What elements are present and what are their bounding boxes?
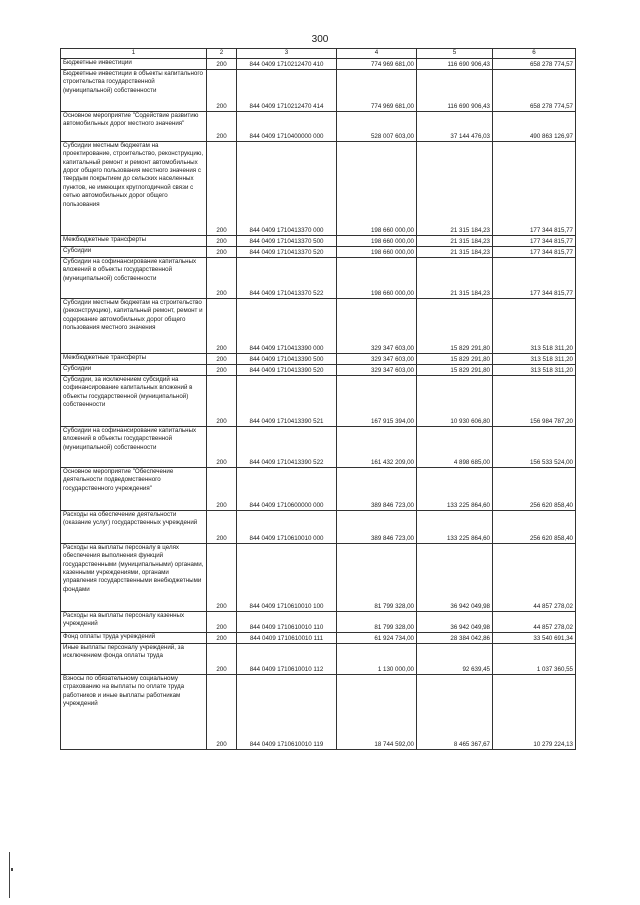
row-name-cell: Субсидии, за исключением субсидий на софинансирование капитальных вложений в объекты государственной (муниципальной) собственности (61, 376, 207, 427)
row-code-cell: 200 (207, 70, 237, 112)
table-row (61, 354, 576, 365)
row-code-cell: 200 (207, 468, 237, 511)
approved-amount-cell: 81 799 328,00 (337, 544, 417, 612)
row-code-cell: 200 (207, 354, 237, 365)
unexecuted-amount-cell: 256 620 858,40 (493, 511, 576, 544)
executed-amount-cell: 37 144 476,03 (417, 112, 493, 142)
approved-amount-cell: 329 347 603,00 (337, 354, 417, 365)
table-row (61, 236, 576, 247)
executed-amount-cell: 21 315 184,23 (417, 258, 493, 299)
row-kbk-cell: 844 0409 1710413370 520 (237, 247, 337, 258)
row-name-cell: Фонд оплаты труда учреждений (61, 633, 207, 644)
table-row (61, 511, 576, 544)
row-kbk-cell: 844 0409 1710212470 414 (237, 70, 337, 112)
row-name-cell: Иные выплаты персоналу учреждений, за исключением фонда оплаты труда (61, 644, 207, 675)
executed-amount-cell: 15 829 291,80 (417, 354, 493, 365)
budget-execution-table (60, 48, 576, 750)
table-row (61, 70, 576, 112)
row-kbk-cell: 844 0409 1710413390 520 (237, 365, 337, 376)
approved-amount-cell: 774 969 681,00 (337, 70, 417, 112)
table-row (61, 365, 576, 376)
column-header: 4 (337, 49, 417, 59)
margin-scan-mark (9, 852, 10, 898)
row-kbk-cell: 844 0409 1710610010 100 (237, 544, 337, 612)
row-name-cell: Межбюджетные трансферты (61, 354, 207, 365)
row-code-cell: 200 (207, 59, 237, 70)
row-name-cell: Субсидии (61, 247, 207, 258)
row-name-cell: Субсидии местным бюджетам на проектирование, строительство, реконструкцию, капитальный ремонт и ремонт автомобильных дорог общего пользования местного значения с твердым покрытием до сельских населенных пунктов, не имеющих круглогодичной связи с сетью автомобильных дорог общего пользования (61, 142, 207, 236)
approved-amount-cell: 198 660 000,00 (337, 236, 417, 247)
unexecuted-amount-cell: 177 344 815,77 (493, 236, 576, 247)
executed-amount-cell: 133 225 864,60 (417, 511, 493, 544)
margin-scan-tick (11, 868, 13, 871)
page-number: 300 (311, 34, 329, 45)
row-name-cell: Субсидии на софинансирование капитальных вложений в объекты государственной (муниципальной) собственности (61, 258, 207, 299)
table-row (61, 59, 576, 70)
row-kbk-cell: 844 0409 1710400000 000 (237, 112, 337, 142)
column-header: 5 (417, 49, 493, 59)
executed-amount-cell: 21 315 184,23 (417, 142, 493, 236)
executed-amount-cell: 133 225 864,60 (417, 468, 493, 511)
row-name-cell: Расходы на выплаты персоналу казенных учреждений (61, 612, 207, 633)
row-kbk-cell: 844 0409 1710600000 000 (237, 468, 337, 511)
table-row (61, 612, 576, 633)
row-kbk-cell: 844 0409 1710413390 000 (237, 299, 337, 354)
unexecuted-amount-cell: 658 278 774,57 (493, 59, 576, 70)
row-kbk-cell: 844 0409 1710212470 410 (237, 59, 337, 70)
row-kbk-cell: 844 0409 1710413390 500 (237, 354, 337, 365)
row-code-cell: 200 (207, 112, 237, 142)
row-kbk-cell: 844 0409 1710610010 112 (237, 644, 337, 675)
approved-amount-cell: 774 969 681,00 (337, 59, 417, 70)
table-row (61, 299, 576, 354)
executed-amount-cell: 21 315 184,23 (417, 247, 493, 258)
row-kbk-cell: 844 0409 1710610010 000 (237, 511, 337, 544)
table-row (61, 427, 576, 468)
approved-amount-cell: 81 799 328,00 (337, 612, 417, 633)
approved-amount-cell: 198 660 000,00 (337, 258, 417, 299)
row-name-cell: Основное мероприятие "Содействие развитию автомобильных дорог местного значения" (61, 112, 207, 142)
row-code-cell: 200 (207, 365, 237, 376)
executed-amount-cell: 116 690 906,43 (417, 70, 493, 112)
unexecuted-amount-cell: 313 518 311,20 (493, 299, 576, 354)
approved-amount-cell: 161 432 209,00 (337, 427, 417, 468)
table-row (61, 468, 576, 511)
approved-amount-cell: 167 915 394,00 (337, 376, 417, 427)
row-name-cell: Расходы на обеспечение деятельности (оказание услуг) государственных учреждений (61, 511, 207, 544)
column-header: 2 (207, 49, 237, 59)
row-name-cell: Расходы на выплаты персоналу в целях обеспечения выполнения функций государственными (муниципальными) органами, казенными учреждениями, органами управления государственными внебюджетными фондами (61, 544, 207, 612)
row-code-cell: 200 (207, 236, 237, 247)
unexecuted-amount-cell: 156 984 787,20 (493, 376, 576, 427)
executed-amount-cell: 15 829 291,80 (417, 299, 493, 354)
executed-amount-cell: 15 829 291,80 (417, 365, 493, 376)
approved-amount-cell: 329 347 603,00 (337, 299, 417, 354)
row-kbk-cell: 844 0409 1710610010 110 (237, 612, 337, 633)
unexecuted-amount-cell: 44 857 278,02 (493, 544, 576, 612)
approved-amount-cell: 389 846 723,00 (337, 511, 417, 544)
row-code-cell: 200 (207, 247, 237, 258)
executed-amount-cell: 10 930 606,80 (417, 376, 493, 427)
row-code-cell: 200 (207, 427, 237, 468)
row-kbk-cell: 844 0409 1710413390 522 (237, 427, 337, 468)
row-name-cell: Субсидии (61, 365, 207, 376)
unexecuted-amount-cell: 1 037 360,55 (493, 644, 576, 675)
approved-amount-cell: 198 660 000,00 (337, 247, 417, 258)
table-row (61, 633, 576, 644)
unexecuted-amount-cell: 177 344 815,77 (493, 258, 576, 299)
unexecuted-amount-cell: 10 279 224,13 (493, 675, 576, 750)
executed-amount-cell: 92 639,45 (417, 644, 493, 675)
executed-amount-cell: 36 942 049,98 (417, 544, 493, 612)
approved-amount-cell: 1 130 000,00 (337, 644, 417, 675)
row-name-cell: Бюджетные инвестиции в объекты капитального строительства государственной (муниципальной) собственности (61, 70, 207, 112)
unexecuted-amount-cell: 490 863 126,97 (493, 112, 576, 142)
row-kbk-cell: 844 0409 1710610010 111 (237, 633, 337, 644)
row-name-cell: Взносы по обязательному социальному страхованию на выплаты по оплате труда работников и иные выплаты работникам учреждений (61, 675, 207, 750)
table-row (61, 142, 576, 236)
executed-amount-cell: 28 384 042,86 (417, 633, 493, 644)
unexecuted-amount-cell: 313 518 311,20 (493, 354, 576, 365)
row-code-cell: 200 (207, 142, 237, 236)
row-code-cell: 200 (207, 612, 237, 633)
approved-amount-cell: 18 744 592,00 (337, 675, 417, 750)
row-code-cell: 200 (207, 644, 237, 675)
row-name-cell: Субсидии местным бюджетам на строительство (реконструкцию), капитальный ремонт, ремонт и содержание автомобильных дорог общего пользования местного значения (61, 299, 207, 354)
table-row (61, 112, 576, 142)
approved-amount-cell: 389 846 723,00 (337, 468, 417, 511)
row-kbk-cell: 844 0409 1710413370 522 (237, 258, 337, 299)
executed-amount-cell: 21 315 184,23 (417, 236, 493, 247)
row-code-cell: 200 (207, 544, 237, 612)
unexecuted-amount-cell: 44 857 278,02 (493, 612, 576, 633)
row-kbk-cell: 844 0409 1710413370 000 (237, 142, 337, 236)
executed-amount-cell: 116 690 906,43 (417, 59, 493, 70)
column-header: 3 (237, 49, 337, 59)
unexecuted-amount-cell: 33 540 691,34 (493, 633, 576, 644)
unexecuted-amount-cell: 156 533 524,00 (493, 427, 576, 468)
executed-amount-cell: 8 465 367,67 (417, 675, 493, 750)
column-number-header-row (61, 49, 576, 59)
row-kbk-cell: 844 0409 1710610010 119 (237, 675, 337, 750)
table-row (61, 675, 576, 750)
approved-amount-cell: 329 347 603,00 (337, 365, 417, 376)
table-row (61, 544, 576, 612)
row-kbk-cell: 844 0409 1710413370 500 (237, 236, 337, 247)
table-row (61, 247, 576, 258)
row-code-cell: 200 (207, 299, 237, 354)
approved-amount-cell: 61 924 734,00 (337, 633, 417, 644)
row-code-cell: 200 (207, 511, 237, 544)
column-header: 6 (493, 49, 576, 59)
table-row (61, 644, 576, 675)
approved-amount-cell: 198 660 000,00 (337, 142, 417, 236)
unexecuted-amount-cell: 313 518 311,20 (493, 365, 576, 376)
unexecuted-amount-cell: 177 344 815,77 (493, 247, 576, 258)
executed-amount-cell: 4 898 685,00 (417, 427, 493, 468)
approved-amount-cell: 528 007 603,00 (337, 112, 417, 142)
row-name-cell: Основное мероприятие "Обеспечение деятельности подведомственного государственного учреждения" (61, 468, 207, 511)
table-row (61, 376, 576, 427)
table-row (61, 258, 576, 299)
unexecuted-amount-cell: 658 278 774,57 (493, 70, 576, 112)
row-name-cell: Субсидии на софинансирование капитальных вложений в объекты государственной (муниципальной) собственности (61, 427, 207, 468)
executed-amount-cell: 36 942 049,98 (417, 612, 493, 633)
row-code-cell: 200 (207, 376, 237, 427)
column-header: 1 (61, 49, 207, 59)
unexecuted-amount-cell: 177 344 815,77 (493, 142, 576, 236)
row-code-cell: 200 (207, 633, 237, 644)
unexecuted-amount-cell: 256 620 858,40 (493, 468, 576, 511)
row-name-cell: Бюджетные инвестиции (61, 59, 207, 70)
row-code-cell: 200 (207, 675, 237, 750)
row-kbk-cell: 844 0409 1710413390 521 (237, 376, 337, 427)
row-code-cell: 200 (207, 258, 237, 299)
row-name-cell: Межбюджетные трансферты (61, 236, 207, 247)
